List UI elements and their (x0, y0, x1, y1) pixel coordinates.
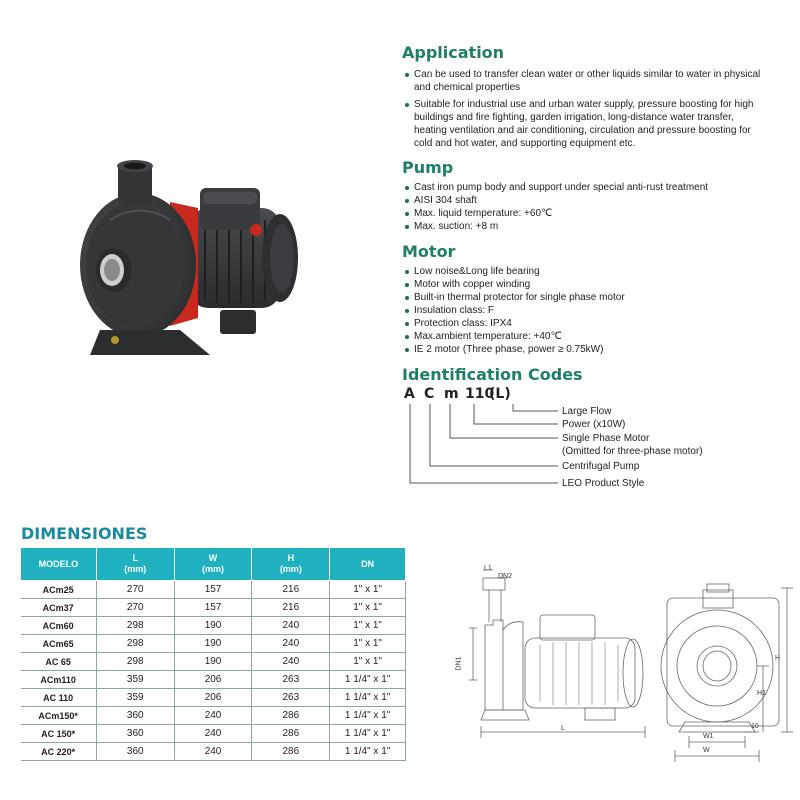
header-w-label: W (208, 553, 218, 563)
code-c: C (424, 386, 435, 402)
cell-h: 240 (252, 635, 330, 653)
code-a: A (404, 386, 415, 402)
table-header-row (21, 548, 406, 581)
header-dn (330, 548, 406, 581)
header-w-unit: (mm) (202, 564, 225, 574)
list-item: Suitable for industrial use and urban water supply, pressure boosting for high buildings and fire fighting, garden irrigation, long-distance water transfer, heating ventilation and air conditioning, circulation and pressure boosting for cold and hot water, and supporting equipment etc. (403, 98, 763, 150)
cell-l: 360 (96, 707, 174, 725)
cell-h: 263 (252, 689, 330, 707)
list-item: Protection class: IPX4 (403, 317, 763, 330)
label-single-phase: Single Phase Motor (562, 433, 650, 444)
table-row (21, 743, 406, 761)
cell-w: 206 (174, 689, 252, 707)
table-row (21, 689, 406, 707)
application-list (403, 68, 763, 150)
cell-dn: 1" x 1" (330, 617, 406, 635)
cell-l: 359 (96, 671, 174, 689)
table-row (21, 653, 406, 671)
cell-model: ACm60 (21, 617, 97, 635)
cell-l: 360 (96, 743, 174, 761)
header-l-unit: (mm) (124, 564, 147, 574)
list-item: Motor with copper winding (403, 278, 763, 291)
cell-w: 240 (174, 707, 252, 725)
table-row (21, 707, 406, 725)
cell-w: 157 (174, 599, 252, 617)
cell-model: AC 110 (21, 689, 97, 707)
motor-title: Motor (402, 242, 456, 261)
cell-h: 286 (252, 707, 330, 725)
cell-h: 216 (252, 599, 330, 617)
header-model (21, 548, 97, 581)
cell-l: 359 (96, 689, 174, 707)
list-item: Built-in thermal protector for single phase motor (403, 291, 763, 304)
cell-w: 240 (174, 743, 252, 761)
cell-h: 286 (252, 725, 330, 743)
code-m: m (444, 386, 459, 402)
cell-l: 270 (96, 581, 174, 599)
cell-model: ACm25 (21, 581, 97, 599)
label-ten: 10 (751, 723, 759, 730)
pump-product-image (70, 150, 310, 370)
header-l (96, 548, 174, 581)
label-centrifugal: Centrifugal Pump (562, 461, 640, 472)
table-row (21, 635, 406, 653)
cell-l: 360 (96, 725, 174, 743)
cell-w: 190 (174, 617, 252, 635)
table-row (21, 581, 406, 599)
identification-title: Identification Codes (402, 365, 583, 384)
code-l: (L) (489, 386, 511, 402)
cell-h: 216 (252, 581, 330, 599)
header-model-label: MODELO (38, 558, 79, 569)
table-row (21, 617, 406, 635)
cell-model: AC 220* (21, 743, 97, 761)
cell-model: ACm110 (21, 671, 97, 689)
cell-w: 240 (174, 725, 252, 743)
label-l: L (561, 725, 565, 732)
dimensions-title: DIMENSIONES (21, 524, 148, 543)
list-item: Max.ambient temperature: +40℃ (403, 330, 763, 343)
label-omitted: (Omitted for three-phase motor) (562, 446, 703, 457)
cell-dn: 1 1/4" x 1" (330, 671, 406, 689)
list-item: Cast iron pump body and support under special anti-rust treatment (403, 181, 763, 194)
table-row (21, 725, 406, 743)
cell-dn: 1" x 1" (330, 581, 406, 599)
cell-l: 270 (96, 599, 174, 617)
list-item: IE 2 motor (Three phase, power ≥ 0.75kW) (403, 343, 763, 356)
list-item: Max. liquid temperature: +60℃ (403, 207, 763, 220)
cell-w: 206 (174, 671, 252, 689)
motor-list (403, 265, 763, 356)
label-power: Power (x10W) (562, 419, 626, 430)
label-l1: L1 (484, 565, 492, 572)
cell-w: 157 (174, 581, 252, 599)
label-h1: H1 (757, 690, 766, 697)
label-large-flow: Large Flow (562, 406, 612, 417)
application-title: Application (402, 43, 505, 62)
cell-model: ACm65 (21, 635, 97, 653)
pump-list (403, 181, 763, 233)
cell-h: 263 (252, 671, 330, 689)
list-item: AISI 304 shaft (403, 194, 763, 207)
list-item: Max. suction: +8 m (403, 220, 763, 233)
cell-dn: 1 1/4" x 1" (330, 725, 406, 743)
cell-h: 240 (252, 653, 330, 671)
technical-drawing (445, 560, 795, 770)
cell-model: AC 150* (21, 725, 97, 743)
list-item: Low noise&Long life bearing (403, 265, 763, 278)
cell-w: 190 (174, 653, 252, 671)
header-w (174, 548, 252, 581)
cell-dn: 1" x 1" (330, 635, 406, 653)
label-leo: LEO Product Style (562, 478, 645, 489)
label-dn2: DN2 (498, 573, 513, 580)
cell-w: 190 (174, 635, 252, 653)
cell-h: 286 (252, 743, 330, 761)
cell-h: 240 (252, 617, 330, 635)
cell-l: 298 (96, 617, 174, 635)
label-dn1: DN1 (455, 656, 463, 671)
cell-dn: 1 1/4" x 1" (330, 689, 406, 707)
header-h-unit: (mm) (279, 564, 302, 574)
header-l-label: L (132, 553, 138, 563)
label-h: H (775, 655, 781, 662)
label-w: W (703, 747, 710, 754)
header-h-label: H (287, 553, 295, 563)
cell-dn: 1" x 1" (330, 653, 406, 671)
header-dn-label: DN (361, 558, 375, 569)
header-h (252, 548, 330, 581)
cell-model: ACm37 (21, 599, 97, 617)
code-number: 110 (465, 386, 495, 402)
pump-title: Pump (402, 158, 454, 177)
list-item: Can be used to transfer clean water or other liquids similar to water in physical and chemical properties (403, 68, 763, 94)
table-row (21, 599, 406, 617)
label-w1: W1 (703, 733, 714, 740)
cell-l: 298 (96, 635, 174, 653)
list-item: Insulation class: F (403, 304, 763, 317)
cell-dn: 1 1/4" x 1" (330, 707, 406, 725)
table-row (21, 671, 406, 689)
identification-connector-lines (400, 400, 580, 492)
cell-model: ACm150* (21, 707, 97, 725)
cell-l: 298 (96, 653, 174, 671)
dimensions-table (20, 547, 406, 761)
cell-model: AC 65 (21, 653, 97, 671)
cell-dn: 1 1/4" x 1" (330, 743, 406, 761)
cell-dn: 1" x 1" (330, 599, 406, 617)
